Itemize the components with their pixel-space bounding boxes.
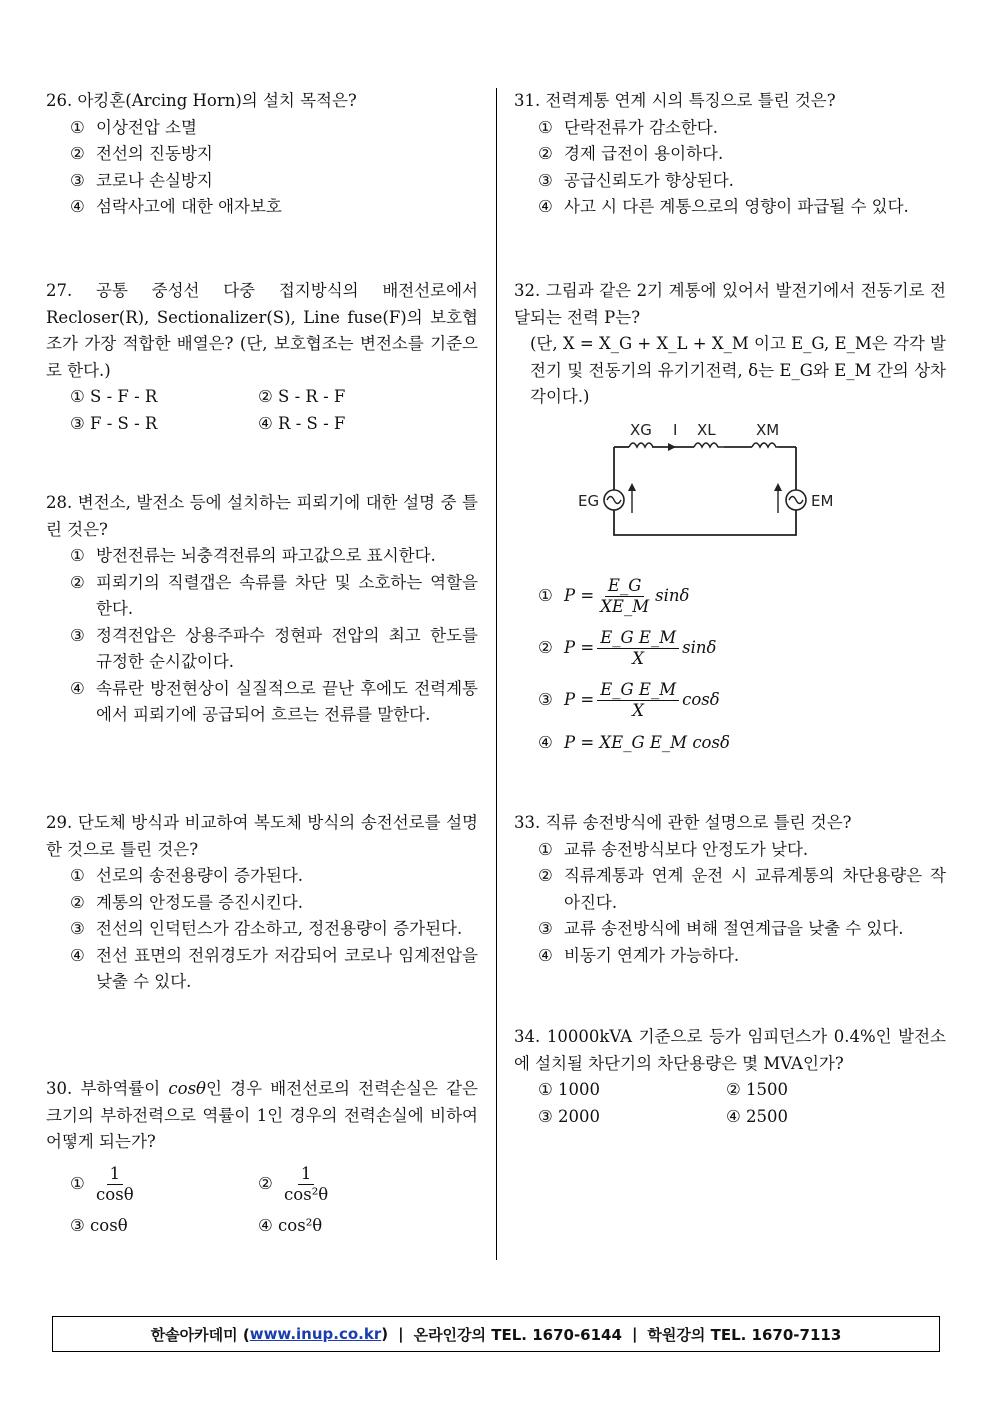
question-stem: 29. 단도체 방식과 비교하여 복도체 방식의 송전선로를 설명한 것으로 틀린 것은? (46, 813, 478, 859)
option-3[interactable]: ③ cosθ (70, 1215, 128, 1235)
question-34 (514, 1024, 946, 1130)
fraction: $\frac{\text{E\_G E\_M}}{X}$ (597, 680, 679, 721)
option-1[interactable]: ① S - F - R (70, 387, 158, 406)
question-33 (514, 810, 946, 969)
circuit-diagram (534, 415, 834, 563)
footer-separator: | (631, 1325, 638, 1343)
academy-name: 한솔아카데미 ( (150, 1325, 250, 1344)
option-3[interactable]: ③ 코로나 손실방지 (70, 170, 213, 190)
option-1[interactable]: ① P = $\frac{E\_G}{XE\_M}$ sinδ (538, 576, 690, 616)
label-xl: XL (697, 420, 716, 439)
option-2[interactable]: ② 경제 급전이 용이하다. (538, 144, 724, 163)
label-xm: XM (756, 420, 780, 439)
question-condition: (단, X = X_G + X_L + X_M 이고 E_G, E_M은 각각 발전기 및 전동기의 유기기전력, δ는 E_G와 E_M 간의 상차각이다.) (530, 334, 946, 406)
option-3[interactable]: ③ 2000 (538, 1106, 601, 1126)
option-4[interactable]: ④ 2500 (726, 1106, 789, 1126)
label-xg: XG (630, 420, 652, 439)
question-32 (514, 278, 946, 761)
question-27 (46, 278, 478, 437)
option-3[interactable]: ③ 교류 송전방식에 벼해 절연계급을 낮출 수 있다. (538, 919, 904, 938)
option-3[interactable]: ③ 전선의 인덕턴스가 감소하고, 정전용량이 증가된다. (70, 919, 463, 938)
offline-phone: 학원강의 TEL. 1670-7113 (647, 1325, 842, 1344)
options-grid (46, 384, 478, 437)
question-stem: 31. 전력계통 연계 시의 특징으로 틀린 것은? (514, 91, 836, 110)
option-4[interactable]: ④ P = XE_G E_M cosδ (538, 733, 730, 753)
option-4[interactable]: ④ 비동기 연계가 가능하다. (538, 945, 740, 965)
option-1[interactable]: ① 이상전압 소멸 (70, 117, 197, 137)
question-stem: 27. 공통 중성선 다중 접지방식의 배전선로에서 Recloser(R), Sectionalizer(S), Line fuse(F)의 보호협조가 가장 적합한 배열은? (단, 보호협조는 변전소를 기준으로 한다.) (46, 281, 478, 380)
options-grid (514, 1077, 946, 1130)
fraction: $\frac{1}{\text{cos²θ}}$ (284, 1163, 329, 1204)
options-grid (46, 1164, 478, 1240)
option-3[interactable]: ③ 정격전압은 상용주파수 정현파 전압의 최고 한도를 규정한 순시값이다. (70, 625, 478, 671)
option-4[interactable]: ④ R - S - F (258, 413, 346, 433)
option-1[interactable]: ① 방전전류는 뇌충격전류의 파고값으로 표시한다. (70, 546, 436, 565)
option-3[interactable]: ③ P = $\frac{\text{E\_G E\_M}}{X}$ cosδ (538, 680, 720, 720)
question-30 (46, 1076, 478, 1239)
option-1[interactable]: ① 선로의 송전용량이 증가된다. (70, 866, 304, 885)
fraction: $\frac{1}{\cos\theta}$ (96, 1163, 134, 1204)
question-stem: 26. 아킹혼(Arcing Horn)의 설치 목적은? (46, 91, 357, 110)
question-stem: 33. 직류 송전방식에 관한 설명으로 틀린 것은? (514, 813, 852, 832)
label-em: EM (811, 491, 834, 510)
option-2[interactable]: ② 전선의 진동방지 (70, 144, 213, 163)
page-footer: 한솔아카데미 ( www.inup.co.kr ) | 온라인강의 TEL. 1670-6144 | 학원강의 TEL. 1670-7113 (52, 1316, 940, 1352)
fraction: $\frac{E\_G}{XE\_M}$ (600, 576, 650, 616)
question-stem: 28. 변전소, 발전소 등에 설치하는 피뢰기에 대한 설명 중 틀린 것은? (46, 493, 478, 539)
option-2[interactable]: ② S - R - F (258, 387, 346, 406)
option-4[interactable]: ④ cos²θ (258, 1215, 323, 1235)
option-2[interactable]: ② 계통의 안정도를 증진시킨다. (70, 892, 304, 912)
question-stem: 30. 부하역률이 cosθ인 경우 배전선로의 전력손실은 같은 크기의 부하전력으로 역률이 1인 경우의 전력손실에 비하여 어떻게 되는가? (46, 1079, 478, 1151)
option-1[interactable]: ① 교류 송전방식보다 안정도가 낮다. (538, 839, 809, 859)
fraction: $\frac{\text{E\_G E\_M}}{X}$ (597, 628, 679, 669)
option-2[interactable]: ② 피뢰기의 직렬갭은 속류를 차단 및 소호하는 역할을 한다. (70, 572, 478, 618)
option-4[interactable]: ④ 섬락사고에 대한 애자보호 (70, 197, 282, 216)
option-1[interactable]: ① $\frac{1}{\cos\theta}$ (70, 1164, 258, 1205)
option-2[interactable]: ② P = $\frac{\text{E\_G E\_M}}{X}$ sinδ (538, 628, 717, 668)
question-31 (514, 88, 946, 221)
question-29 (46, 810, 478, 996)
label-i: I (673, 420, 678, 439)
cos-theta-math: cosθ (168, 1079, 206, 1098)
label-eg: EG (578, 491, 600, 510)
online-phone: 온라인강의 TEL. 1670-6144 (413, 1325, 622, 1344)
footer-separator: | (398, 1325, 404, 1343)
option-1[interactable]: ① 1000 (538, 1080, 601, 1099)
option-2[interactable]: ② 1500 (726, 1080, 789, 1099)
option-3[interactable]: ③ 공급신뢰도가 향상된다. (538, 170, 734, 190)
option-4[interactable]: ④ 속류란 방전현상이 실질적으로 끝난 후에도 전력계통에서 피뢰기에 공급되어 흐르는 전류를 말한다. (70, 678, 478, 724)
option-4[interactable]: ④ 전선 표면의 전위경도가 저감되어 코로나 임계전압을 낮출 수 있다. (70, 945, 478, 991)
option-1[interactable]: ① 단락전류가 감소한다. (538, 117, 718, 137)
question-28 (46, 490, 478, 729)
website-link[interactable]: www.inup.co.kr (249, 1325, 382, 1343)
option-2[interactable]: ② 직류계통과 연계 운전 시 교류계통의 차단용량은 작아진다. (538, 866, 946, 912)
question-stem: 34. 10000kVA 기준으로 등가 임피던스가 0.4%인 발전소에 설치될 차단기의 차단용량은 몇 MVA인가? (514, 1027, 946, 1073)
question-stem: 32. 그림과 같은 2기 계통에 있어서 발전기에서 전동기로 전달되는 전력 P는? (514, 281, 946, 327)
option-3[interactable]: ③ F - S - R (70, 413, 158, 433)
option-4[interactable]: ④ 사고 시 다른 계통으로의 영향이 파급될 수 있다. (538, 197, 909, 216)
option-2[interactable]: ② $\frac{1}{\text{cos²θ}}$ (258, 1164, 446, 1205)
question-26 (46, 88, 478, 221)
column-divider (496, 88, 497, 1260)
